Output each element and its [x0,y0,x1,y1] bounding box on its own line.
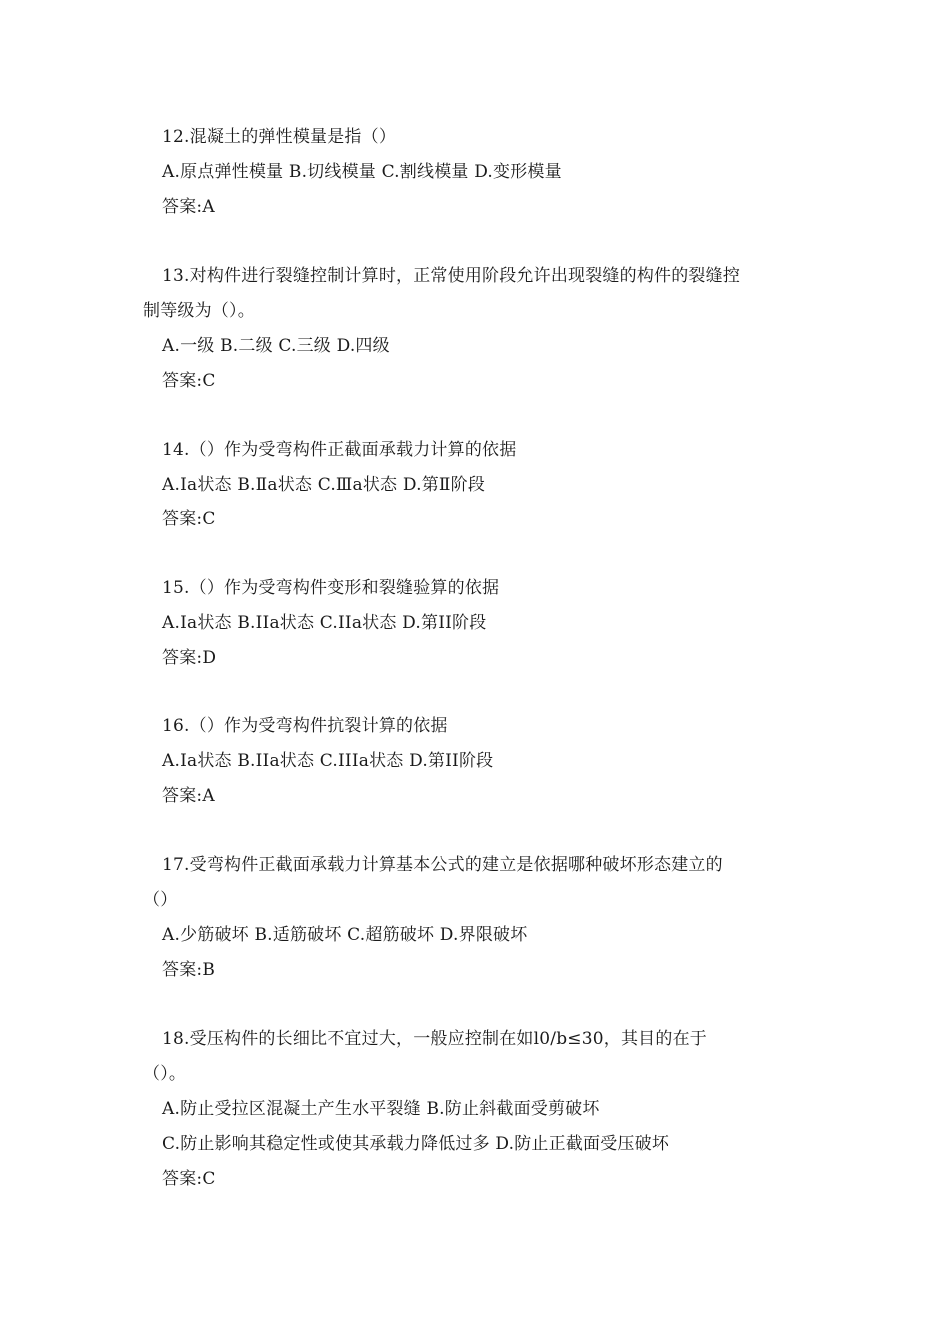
question-15-options-line-1: A.Ia状态 B.IIa状态 C.IIa状态 D.第II阶段 [162,613,487,633]
question-18-options-line-2: C.防止影响其稳定性或使其承载力降低过多 D.防止正截面受压破坏 [162,1134,670,1154]
question-14-options-line-1: A.Ⅰa状态 B.Ⅱa状态 C.Ⅲa状态 D.第Ⅱ阶段 [162,475,486,495]
question-15-stem-line-1: 15.（）作为受弯构件变形和裂缝验算的依据 [162,578,500,598]
question-13-answer: 答案:C [162,371,216,391]
question-18-options-line-1: A.防止受拉区混凝土产生水平裂缝 B.防止斜截面受剪破坏 [162,1099,600,1119]
question-14-stem-line-1: 14.（）作为受弯构件正截面承载力计算的依据 [162,440,517,460]
question-12-stem-line-1: 12.混凝土的弹性模量是指（） [162,127,397,147]
question-14-answer: 答案:C [162,509,216,529]
question-13-stem-line-2: 制等级为（）。 [143,301,255,321]
question-17-stem-line-2: （） [143,890,178,910]
question-16-options-line-1: A.Ia状态 B.IIa状态 C.IIIa状态 D.第II阶段 [162,751,494,771]
question-16-answer: 答案:A [162,786,215,806]
question-15-answer: 答案:D [162,648,217,668]
question-17-answer: 答案:B [162,960,216,980]
question-12-options-line-1: A.原点弹性模量 B.切线模量 C.割线模量 D.变形模量 [162,162,562,182]
question-17-options-line-1: A.少筋破坏 B.适筋破坏 C.超筋破坏 D.界限破坏 [162,925,528,945]
question-12-answer: 答案:A [162,197,215,217]
question-18-stem-line-1: 18.受压构件的长细比不宜过大，一般应控制在如l0/b≤30，其目的在于 [162,1029,707,1049]
question-17-stem-line-1: 17.受弯构件正截面承载力计算基本公式的建立是依据哪种破坏形态建立的 [162,855,723,875]
question-13-options-line-1: A.一级 B.二级 C.三级 D.四级 [162,336,390,356]
question-16-stem-line-1: 16.（）作为受弯构件抗裂计算的依据 [162,716,448,736]
question-18-stem-line-2: （）。 [143,1064,187,1084]
question-13-stem-line-1: 13.对构件进行裂缝控制计算时，正常使用阶段允许出现裂缝的构件的裂缝控 [162,266,741,286]
question-18-answer: 答案:C [162,1169,216,1189]
